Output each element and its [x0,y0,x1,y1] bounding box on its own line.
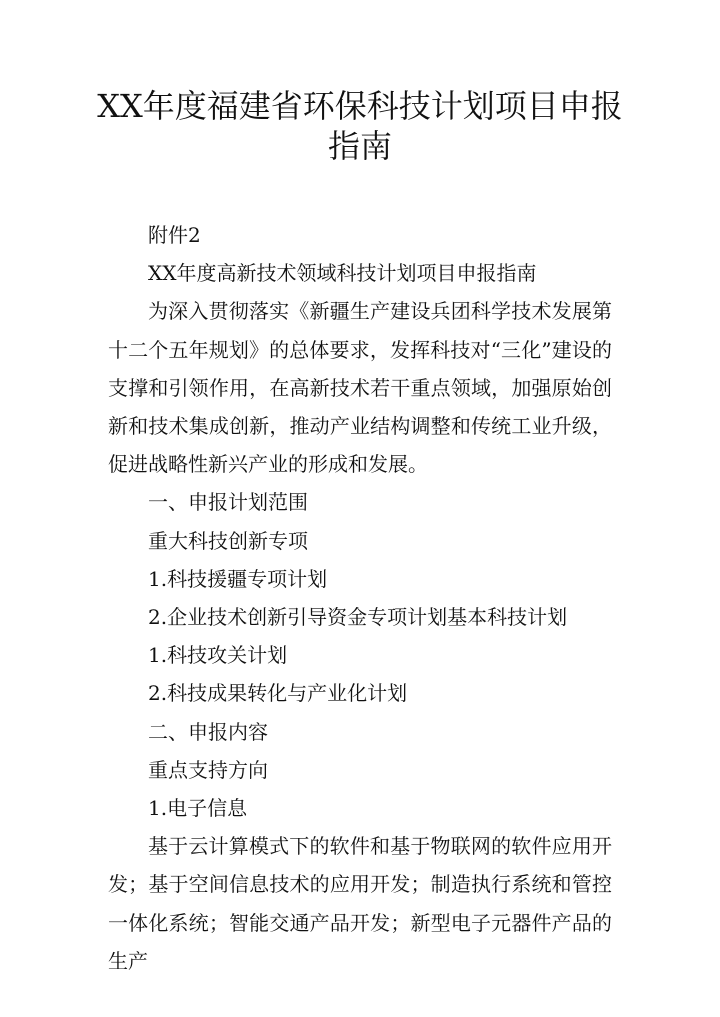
attachment-label: 附件2 [148,223,201,247]
list-item: 1.科技攻关计划 [148,643,288,668]
electronics-paragraph: 基于云计算模式下的软件和基于物联网的软件应用开发；基于空间信息技术的应用开发；制造执行系统和管控一体化系统；智能交通产品开发；新型电子元器件产品的生产 [108,834,612,973]
section-heading-content: 二、申报内容 [148,719,268,744]
list-item: 2.科技成果转化与产业化计划 [148,681,408,706]
subheading-key-directions: 重点支持方向 [148,757,268,782]
document-title: XX年度福建省环保科技计划项目申报指南 [97,87,623,165]
document-body [108,216,612,980]
list-item: 1.电子信息 [148,796,248,821]
intro-paragraph: 为深入贯彻落实《新疆生产建设兵团科学技术发展第十二个五年规划》的总体要求，发挥科技对“三化”建设的支撑和引领作用，在高新技术若干重点领域，加强原始创新和技术集成创新，推动产业结构调整和传统工业升级，促进战略性新兴产业的形成和发展。 [108,299,612,477]
list-item: 1.科技援疆专项计划 [148,566,328,591]
subheading-major-projects: 重大科技创新专项 [148,528,308,553]
list-item: 2.企业技术创新引导资金专项计划基本科技计划 [148,605,568,630]
guide-subtitle: XX年度高新技术领域科技计划项目申报指南 [148,261,537,286]
section-heading-scope: 一、申报计划范围 [148,490,308,515]
